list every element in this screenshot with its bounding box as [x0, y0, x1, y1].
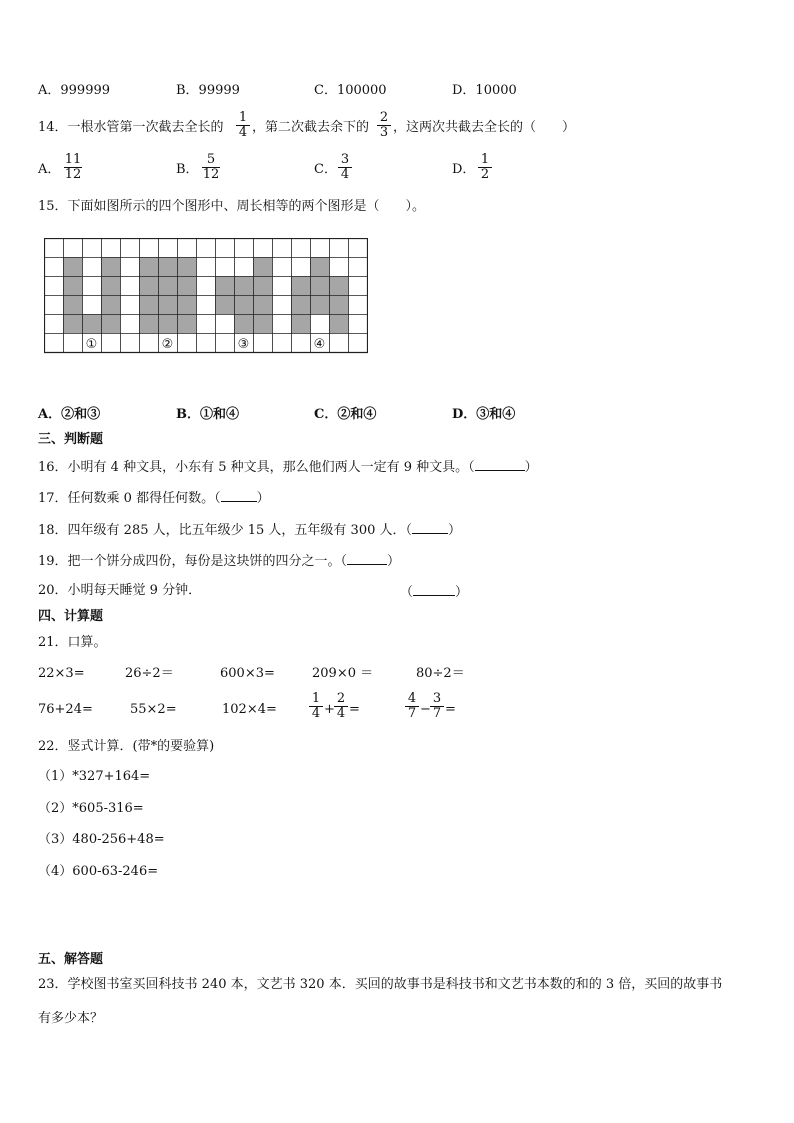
- q14-text-1: 14．一根水管第一次截去全长的: [38, 120, 224, 135]
- q13-option-c: C．100000: [314, 83, 387, 98]
- shaded-cell: [139, 276, 158, 295]
- q21-frac-a-1: $\frac{1}{4}$: [309, 692, 323, 721]
- q21-frac-a-2: $\frac{2}{4}$: [334, 692, 348, 721]
- q21-item-6: 76+24=: [38, 702, 93, 717]
- shaded-cell: [82, 314, 101, 333]
- q17-answer-blank[interactable]: [221, 489, 257, 502]
- q14-option-c-fraction: $\frac{3}{4}$: [338, 153, 352, 182]
- q22-title: 22．竖式计算．(带*的要验算): [38, 739, 215, 754]
- shaded-cell: [101, 314, 120, 333]
- q15-grid-figure: [44, 238, 368, 354]
- q16: 16．小明有 4 种文具，小东有 5 种文具，那么他们两人一定有 9 种文具。（ ）: [38, 460, 538, 475]
- shape-label-1: ①: [85, 337, 98, 352]
- shaded-cell: [177, 276, 196, 295]
- shaded-cell: [63, 257, 82, 276]
- q21-item-4: 209×0 ＝: [312, 666, 374, 681]
- q21-item-1: 22×3=: [38, 666, 85, 681]
- q14-option-a-letter: A．: [38, 162, 61, 177]
- q14-option-c-letter: C．: [314, 162, 337, 177]
- q22-item-2: （2）*605-316=: [38, 801, 144, 816]
- q13-option-b: B．99999: [176, 83, 240, 98]
- shaded-cell: [158, 295, 177, 314]
- q21-frac-b-2: $\frac{3}{7}$: [430, 692, 444, 721]
- q14-fraction-1: $\frac{1}{4}$: [236, 111, 250, 140]
- shaded-cell: [291, 276, 310, 295]
- shaded-cell: [139, 295, 158, 314]
- q20-answer-blank[interactable]: [413, 583, 455, 596]
- q22-item-1: （1）*327+164=: [38, 769, 151, 784]
- q13-option-a: A．999999: [38, 83, 111, 98]
- q15-option-d: D．③和④: [452, 407, 516, 422]
- q21-frac-b-1: $\frac{4}{7}$: [405, 692, 419, 721]
- q14-text-3: ，这两次共截去全长的（ ）: [393, 120, 576, 135]
- shaded-cell: [234, 295, 253, 314]
- section-4-heading: 四、计算题: [38, 609, 104, 624]
- shaded-cell: [291, 295, 310, 314]
- shaded-cell: [139, 314, 158, 333]
- shaded-cell: [177, 295, 196, 314]
- q22-item-4: （4）600-63-246=: [38, 864, 159, 879]
- shaded-cell: [234, 276, 253, 295]
- shaded-cell: [101, 257, 120, 276]
- q15-text: 15．下面如图所示的四个图形中、周长相等的两个图形是（ ）。: [38, 199, 426, 214]
- q17: 17．任何数乘 0 都得任何数。（ ）: [38, 491, 270, 506]
- q19: 19．把一个饼分成四份，每份是这块饼的四分之一。（ ）: [38, 554, 401, 569]
- shape-label-4: ④: [313, 337, 326, 352]
- shaded-cell: [253, 314, 272, 333]
- q20: 20．小明每天睡觉 9 分钟．: [38, 583, 202, 598]
- shaded-cell: [63, 295, 82, 314]
- q21-item-5: 80÷2＝: [416, 666, 465, 681]
- shaded-cell: [139, 257, 158, 276]
- shaded-cell: [234, 314, 253, 333]
- shaded-cell: [101, 276, 120, 295]
- q19-answer-blank[interactable]: [347, 552, 387, 565]
- q21-item-2: 26÷2＝: [125, 666, 174, 681]
- q21-item-7: 55×2=: [130, 702, 177, 717]
- q15-option-b: B．①和④: [176, 407, 239, 422]
- shape-label-3: ③: [237, 337, 250, 352]
- shaded-cell: [177, 257, 196, 276]
- q14-option-a-fraction: $\frac{11}{12}$: [64, 152, 82, 182]
- shaded-cell: [310, 257, 329, 276]
- q14-option-b-fraction: $\frac{5}{12}$: [202, 152, 220, 182]
- shaded-cell: [158, 257, 177, 276]
- shaded-cell: [215, 276, 234, 295]
- section-5-heading: 五、解答题: [38, 952, 104, 967]
- shaded-cell: [253, 257, 272, 276]
- q20-answer: （ ）: [400, 585, 469, 600]
- q18: 18．四年级有 285 人，比五年级少 15 人，五年级有 300 人．（ ）: [38, 523, 462, 538]
- shaded-cell: [253, 276, 272, 295]
- shaded-cell: [310, 295, 329, 314]
- q21-frac-a-op: +: [324, 702, 335, 717]
- q21-frac-a-eq: =: [349, 702, 360, 717]
- shaded-cell: [310, 276, 329, 295]
- q18-answer-blank[interactable]: [412, 521, 448, 534]
- q21-frac-b-eq: =: [445, 702, 456, 717]
- shaded-cell: [158, 314, 177, 333]
- shaded-cell: [63, 314, 82, 333]
- shape-label-2: ②: [161, 337, 174, 352]
- shaded-cell: [177, 314, 196, 333]
- shaded-cell: [63, 276, 82, 295]
- shaded-cell: [329, 276, 348, 295]
- q15-option-a: A．②和③: [38, 407, 101, 422]
- shaded-cell: [329, 295, 348, 314]
- q14-option-d-letter: D．: [452, 162, 476, 177]
- q21-item-8: 102×4=: [222, 702, 277, 717]
- q14-option-d-fraction: $\frac{1}{2}$: [478, 153, 492, 182]
- q23-line-2: 有多少本？: [38, 1011, 104, 1026]
- q21-title: 21．口算。: [38, 635, 107, 650]
- q21-frac-b-op: −: [420, 702, 431, 717]
- q15-option-c: C．②和④: [314, 407, 377, 422]
- q13-option-d: D．10000: [452, 83, 517, 98]
- shaded-cell: [253, 295, 272, 314]
- q23-line-1: 23．学校图书室买回科技书 240 本，文艺书 320 本．买回的故事书是科技书和文艺书本数的和的 3 倍，买回的故事书: [38, 977, 723, 992]
- shaded-cell: [215, 295, 234, 314]
- shaded-cell: [158, 276, 177, 295]
- shaded-cell: [329, 314, 348, 333]
- q16-answer-blank[interactable]: [475, 458, 525, 471]
- q21-item-3: 600×3=: [220, 666, 275, 681]
- q14-fraction-2: $\frac{2}{3}$: [377, 111, 391, 140]
- section-3-heading: 三、判断题: [38, 432, 104, 447]
- shaded-cell: [101, 295, 120, 314]
- q14-text-2: ，第二次截去余下的: [252, 120, 370, 135]
- q22-item-3: （3）480-256+48=: [38, 832, 165, 847]
- q14-option-b-letter: B．: [176, 162, 199, 177]
- shaded-cell: [291, 314, 310, 333]
